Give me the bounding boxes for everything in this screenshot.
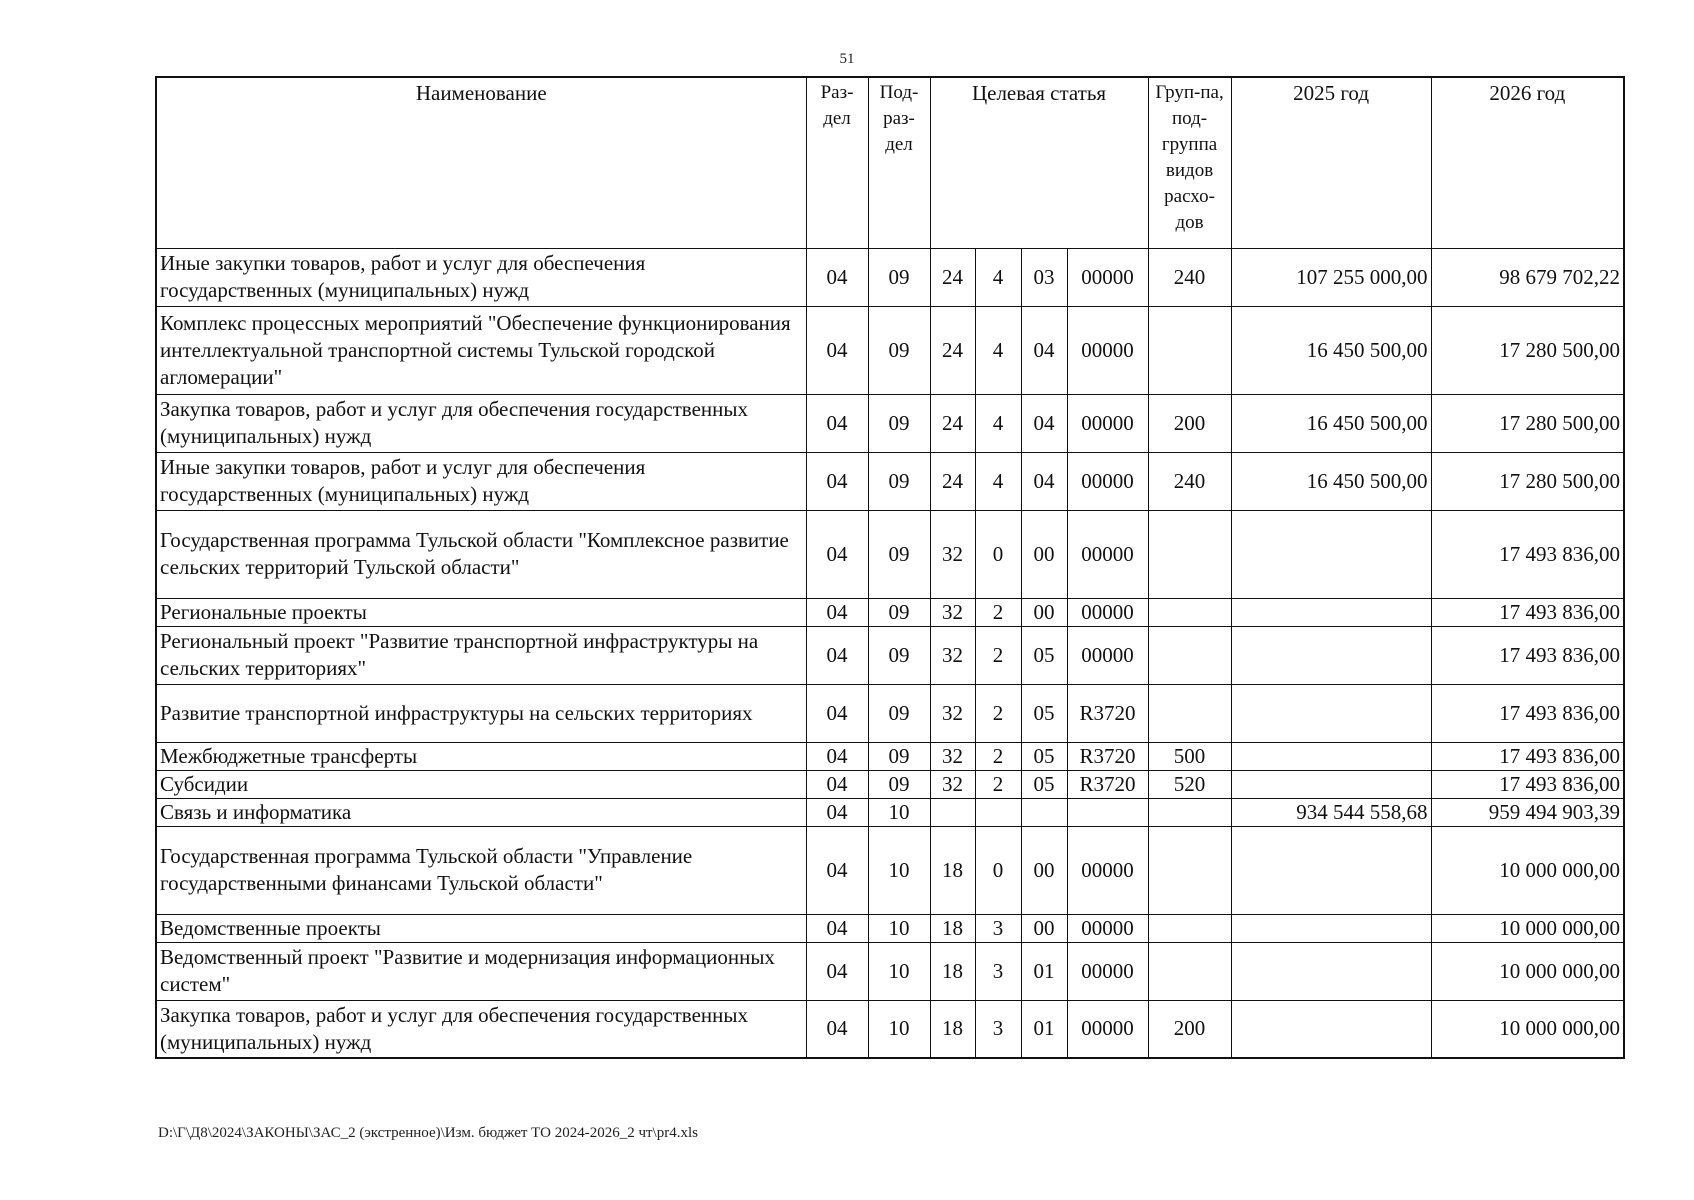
- budget-table: [155, 76, 1625, 1059]
- row-vid-rashodov: 240: [1148, 452, 1231, 510]
- row-amount-2026: 17 493 836,00: [1431, 770, 1624, 798]
- row-amount-2026: 10 000 000,00: [1431, 826, 1624, 914]
- row-amount-2025: [1231, 1000, 1431, 1058]
- table-row: [156, 248, 1624, 306]
- row-cs-program: 18: [930, 1000, 975, 1058]
- row-cs-program: 18: [930, 826, 975, 914]
- row-podrazdel: 09: [868, 770, 930, 798]
- row-amount-2025: 16 450 500,00: [1231, 306, 1431, 394]
- row-razdel: 04: [806, 914, 868, 942]
- row-cs-structure: 05: [1021, 770, 1067, 798]
- row-podrazdel: 09: [868, 248, 930, 306]
- row-amount-2026: 98 679 702,22: [1431, 248, 1624, 306]
- row-name: Межбюджетные трансферты: [156, 742, 806, 770]
- row-razdel: 04: [806, 770, 868, 798]
- row-podrazdel: 10: [868, 914, 930, 942]
- row-amount-2026: 17 280 500,00: [1431, 452, 1624, 510]
- table-row: [156, 394, 1624, 452]
- table-row: [156, 684, 1624, 742]
- row-razdel: 04: [806, 510, 868, 598]
- row-podrazdel: 09: [868, 452, 930, 510]
- row-cs-direction: 00000: [1067, 394, 1148, 452]
- row-cs-program: 32: [930, 598, 975, 626]
- row-name: Региональный проект "Развитие транспортной инфраструктуры на сельских территориях": [156, 626, 806, 684]
- row-vid-rashodov: 200: [1148, 1000, 1231, 1058]
- row-podrazdel: 09: [868, 394, 930, 452]
- row-cs-type: 4: [975, 306, 1021, 394]
- row-cs-type: 2: [975, 684, 1021, 742]
- row-name: Развитие транспортной инфраструктуры на сельских территориях: [156, 684, 806, 742]
- row-razdel: 04: [806, 626, 868, 684]
- row-name: Закупка товаров, работ и услуг для обеспечения государственных (муниципальных) нужд: [156, 1000, 806, 1058]
- row-amount-2026: 17 493 836,00: [1431, 510, 1624, 598]
- row-amount-2026: 17 280 500,00: [1431, 306, 1624, 394]
- row-razdel: 04: [806, 742, 868, 770]
- row-amount-2025: 16 450 500,00: [1231, 394, 1431, 452]
- row-podrazdel: 10: [868, 1000, 930, 1058]
- row-razdel: 04: [806, 684, 868, 742]
- row-cs-direction: 00000: [1067, 510, 1148, 598]
- row-cs-direction: 00000: [1067, 626, 1148, 684]
- row-amount-2026: 10 000 000,00: [1431, 1000, 1624, 1058]
- row-vid-rashodov: [1148, 798, 1231, 826]
- table-row: [156, 452, 1624, 510]
- row-cs-program: 24: [930, 306, 975, 394]
- row-podrazdel: 09: [868, 306, 930, 394]
- row-cs-structure: 05: [1021, 684, 1067, 742]
- row-vid-rashodov: 200: [1148, 394, 1231, 452]
- row-cs-structure: 00: [1021, 510, 1067, 598]
- row-cs-structure: 04: [1021, 394, 1067, 452]
- row-amount-2026: 959 494 903,39: [1431, 798, 1624, 826]
- row-amount-2026: 10 000 000,00: [1431, 942, 1624, 1000]
- table-row: [156, 598, 1624, 626]
- row-vid-rashodov: [1148, 684, 1231, 742]
- row-amount-2026: 17 493 836,00: [1431, 684, 1624, 742]
- row-cs-direction: 00000: [1067, 248, 1148, 306]
- row-name: Государственная программа Тульской области "Комплексное развитие сельских территорий Тульской области": [156, 510, 806, 598]
- row-amount-2025: 107 255 000,00: [1231, 248, 1431, 306]
- row-cs-type: [975, 798, 1021, 826]
- row-name: Закупка товаров, работ и услуг для обеспечения государственных (муниципальных) нужд: [156, 394, 806, 452]
- row-cs-structure: 01: [1021, 942, 1067, 1000]
- row-name: Иные закупки товаров, работ и услуг для обеспечения государственных (муниципальных) нужд: [156, 248, 806, 306]
- table-row: [156, 942, 1624, 1000]
- row-razdel: 04: [806, 306, 868, 394]
- row-razdel: 04: [806, 452, 868, 510]
- row-cs-direction: 00000: [1067, 942, 1148, 1000]
- row-cs-direction: R3720: [1067, 770, 1148, 798]
- row-name: Субсидии: [156, 770, 806, 798]
- row-amount-2026: 17 280 500,00: [1431, 394, 1624, 452]
- table-row: [156, 742, 1624, 770]
- row-cs-program: 24: [930, 452, 975, 510]
- row-podrazdel: 09: [868, 742, 930, 770]
- row-amount-2026: 17 493 836,00: [1431, 598, 1624, 626]
- row-cs-structure: 00: [1021, 914, 1067, 942]
- row-cs-direction: 00000: [1067, 452, 1148, 510]
- row-amount-2026: 17 493 836,00: [1431, 626, 1624, 684]
- row-vid-rashodov: 500: [1148, 742, 1231, 770]
- row-amount-2025: 934 544 558,68: [1231, 798, 1431, 826]
- row-razdel: 04: [806, 1000, 868, 1058]
- row-cs-structure: 04: [1021, 306, 1067, 394]
- row-cs-structure: 05: [1021, 742, 1067, 770]
- row-cs-direction: 00000: [1067, 914, 1148, 942]
- row-cs-program: [930, 798, 975, 826]
- row-amount-2025: [1231, 598, 1431, 626]
- header-gruppa-vidov: Груп-па, под-группа видов расхо-дов: [1148, 77, 1231, 248]
- row-cs-direction: 00000: [1067, 826, 1148, 914]
- row-cs-direction: 00000: [1067, 598, 1148, 626]
- row-cs-structure: 03: [1021, 248, 1067, 306]
- page-number: 51: [839, 51, 855, 67]
- row-podrazdel: 09: [868, 598, 930, 626]
- row-razdel: 04: [806, 394, 868, 452]
- row-cs-structure: 05: [1021, 626, 1067, 684]
- row-cs-type: 0: [975, 510, 1021, 598]
- row-podrazdel: 10: [868, 942, 930, 1000]
- row-name: Региональные проекты: [156, 598, 806, 626]
- row-cs-program: 24: [930, 248, 975, 306]
- row-cs-structure: 01: [1021, 1000, 1067, 1058]
- row-amount-2026: 17 493 836,00: [1431, 742, 1624, 770]
- row-razdel: 04: [806, 598, 868, 626]
- row-cs-program: 32: [930, 742, 975, 770]
- row-cs-program: 32: [930, 510, 975, 598]
- row-name: Связь и информатика: [156, 798, 806, 826]
- row-podrazdel: 10: [868, 826, 930, 914]
- row-name: Иные закупки товаров, работ и услуг для обеспечения государственных (муниципальных) нужд: [156, 452, 806, 510]
- row-razdel: 04: [806, 942, 868, 1000]
- row-amount-2025: [1231, 770, 1431, 798]
- row-cs-type: 0: [975, 826, 1021, 914]
- header-2026: 2026 год: [1431, 77, 1624, 248]
- row-amount-2025: [1231, 684, 1431, 742]
- row-razdel: 04: [806, 798, 868, 826]
- row-cs-type: 2: [975, 626, 1021, 684]
- row-vid-rashodov: [1148, 826, 1231, 914]
- header-podrazdel: Под-раз-дел: [868, 77, 930, 248]
- row-amount-2025: [1231, 826, 1431, 914]
- header-razdel: Раз-дел: [806, 77, 868, 248]
- row-cs-direction: 00000: [1067, 306, 1148, 394]
- row-amount-2025: [1231, 942, 1431, 1000]
- table-row: [156, 914, 1624, 942]
- row-vid-rashodov: [1148, 914, 1231, 942]
- table-header-row: [156, 77, 1624, 248]
- row-amount-2025: [1231, 914, 1431, 942]
- row-cs-program: 18: [930, 942, 975, 1000]
- table-row: [156, 798, 1624, 826]
- row-amount-2025: [1231, 742, 1431, 770]
- row-name: Комплекс процессных мероприятий "Обеспечение функционирования интеллектуальной транспортной системы Тульской городской агломерации": [156, 306, 806, 394]
- table-row: [156, 826, 1624, 914]
- table-row: [156, 1000, 1624, 1058]
- row-cs-type: 2: [975, 770, 1021, 798]
- row-cs-program: 18: [930, 914, 975, 942]
- row-vid-rashodov: 520: [1148, 770, 1231, 798]
- row-cs-direction: R3720: [1067, 742, 1148, 770]
- row-cs-program: 24: [930, 394, 975, 452]
- table-row: [156, 770, 1624, 798]
- row-cs-program: 32: [930, 626, 975, 684]
- file-path-footer: D:\Г\Д8\2024\ЗАКОНЫ\ЗАС_2 (экстренное)\Изм. бюджет ТО 2024-2026_2 чт\pr4.xls: [158, 1125, 698, 1141]
- row-vid-rashodov: [1148, 942, 1231, 1000]
- table-row: [156, 626, 1624, 684]
- table-row: [156, 306, 1624, 394]
- row-podrazdel: 09: [868, 684, 930, 742]
- row-cs-direction: R3720: [1067, 684, 1148, 742]
- row-cs-type: 4: [975, 248, 1021, 306]
- row-cs-type: 3: [975, 914, 1021, 942]
- row-cs-type: 2: [975, 742, 1021, 770]
- row-name: Ведомственный проект "Развитие и модернизация информационных систем": [156, 942, 806, 1000]
- row-cs-type: 3: [975, 1000, 1021, 1058]
- row-razdel: 04: [806, 248, 868, 306]
- row-amount-2025: [1231, 626, 1431, 684]
- row-cs-type: 4: [975, 452, 1021, 510]
- row-amount-2025: 16 450 500,00: [1231, 452, 1431, 510]
- row-cs-type: 3: [975, 942, 1021, 1000]
- row-razdel: 04: [806, 826, 868, 914]
- row-amount-2025: [1231, 510, 1431, 598]
- row-name: Государственная программа Тульской области "Управление государственными финансами Тульской области": [156, 826, 806, 914]
- row-cs-structure: [1021, 798, 1067, 826]
- row-cs-structure: 00: [1021, 826, 1067, 914]
- row-podrazdel: 10: [868, 798, 930, 826]
- row-cs-type: 4: [975, 394, 1021, 452]
- row-cs-structure: 00: [1021, 598, 1067, 626]
- row-cs-type: 2: [975, 598, 1021, 626]
- row-name: Ведомственные проекты: [156, 914, 806, 942]
- row-vid-rashodov: 240: [1148, 248, 1231, 306]
- row-cs-program: 32: [930, 770, 975, 798]
- row-vid-rashodov: [1148, 510, 1231, 598]
- row-podrazdel: 09: [868, 510, 930, 598]
- header-2025: 2025 год: [1231, 77, 1431, 248]
- row-cs-direction: 00000: [1067, 1000, 1148, 1058]
- header-celevaya-statya: Целевая статья: [930, 77, 1148, 248]
- row-cs-direction: [1067, 798, 1148, 826]
- row-cs-structure: 04: [1021, 452, 1067, 510]
- row-vid-rashodov: [1148, 598, 1231, 626]
- row-amount-2026: 10 000 000,00: [1431, 914, 1624, 942]
- table-row: [156, 510, 1624, 598]
- row-vid-rashodov: [1148, 306, 1231, 394]
- row-podrazdel: 09: [868, 626, 930, 684]
- row-vid-rashodov: [1148, 626, 1231, 684]
- header-name: Наименование: [156, 77, 806, 248]
- row-cs-program: 32: [930, 684, 975, 742]
